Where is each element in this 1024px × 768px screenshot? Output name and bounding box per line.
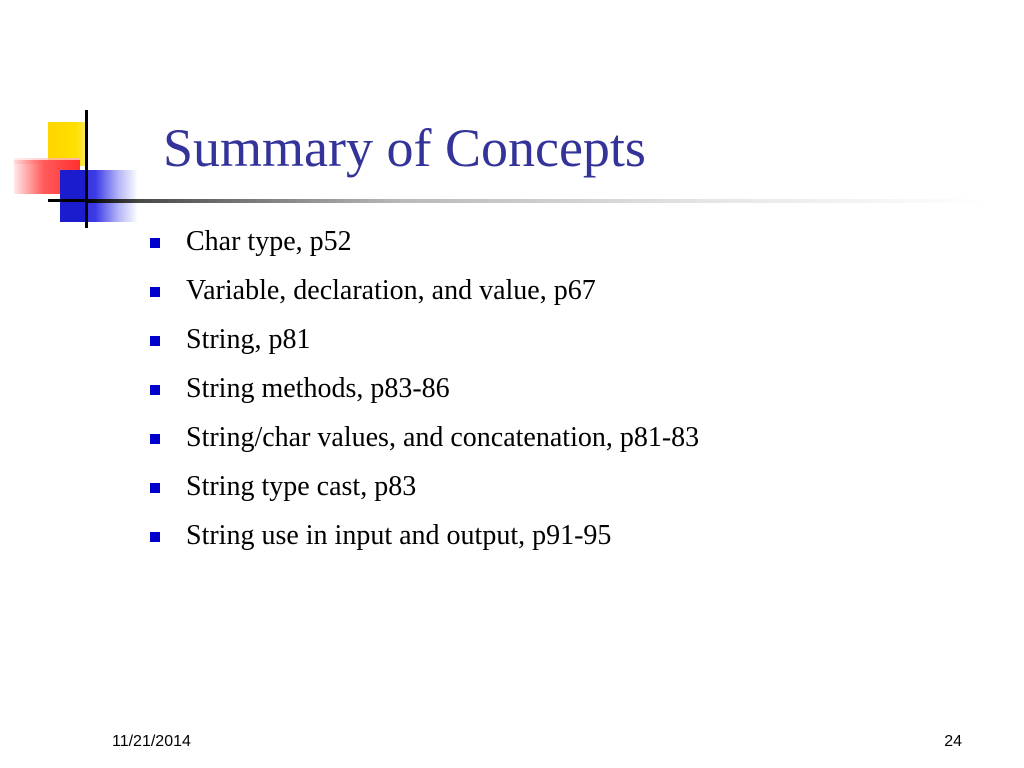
title-underline-rule <box>86 199 986 203</box>
decorative-logo <box>0 0 150 240</box>
bullet-item <box>150 369 699 418</box>
slide-title: Summary of Concepts <box>163 118 646 178</box>
logo-vertical-line <box>85 110 88 228</box>
bullet-text: String use in input and output, p91-95 <box>186 520 612 551</box>
square-bullet-icon <box>150 336 160 346</box>
footer-date: 11/21/2014 <box>112 733 191 750</box>
bullet-text: Char type, p52 <box>186 226 352 257</box>
bullet-item <box>150 418 699 467</box>
square-bullet-icon <box>150 287 160 297</box>
bullet-text: String methods, p83-86 <box>186 373 450 404</box>
page-number: 24 <box>944 733 962 750</box>
bullet-item <box>150 320 699 369</box>
square-bullet-icon <box>150 532 160 542</box>
square-bullet-icon <box>150 434 160 444</box>
bullet-item <box>150 222 699 271</box>
bullet-text: String/char values, and concatenation, p81-83 <box>186 422 700 453</box>
bullet-item <box>150 467 699 516</box>
bullet-text: String type cast, p83 <box>186 471 417 502</box>
square-bullet-icon <box>150 483 160 493</box>
bullet-text: String, p81 <box>186 324 311 355</box>
blue-square-core <box>60 170 86 222</box>
bullet-item <box>150 271 699 320</box>
square-bullet-icon <box>150 238 160 248</box>
bullet-list <box>150 222 699 565</box>
bullet-text: Variable, declaration, and value, p67 <box>186 275 596 306</box>
bullet-item <box>150 516 699 565</box>
square-bullet-icon <box>150 385 160 395</box>
